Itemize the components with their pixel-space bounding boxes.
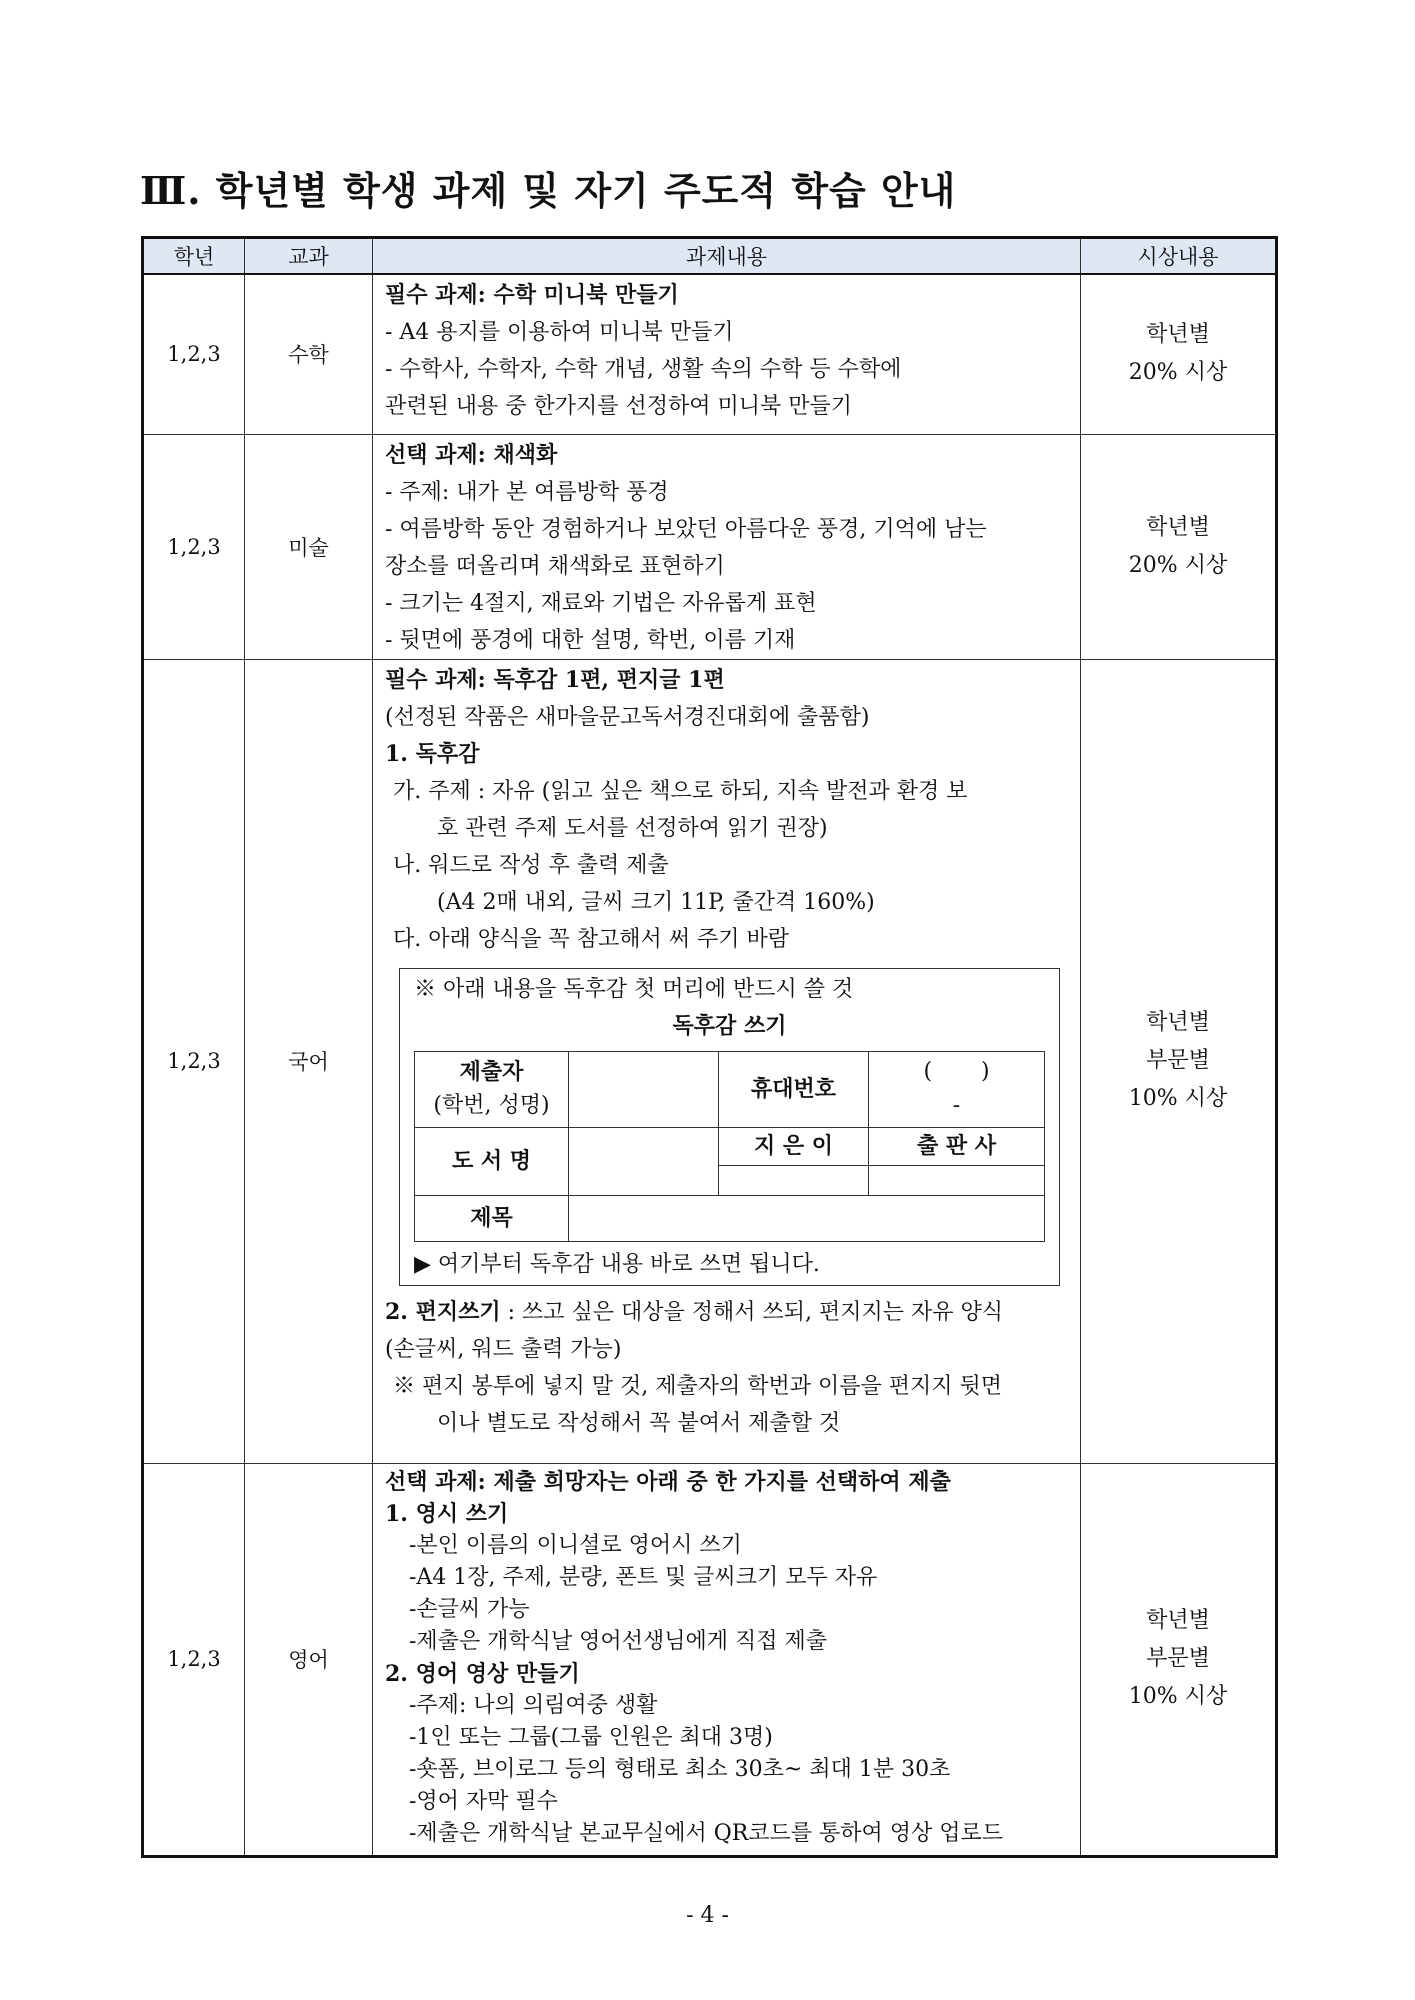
header-grade: 학년 — [143, 238, 245, 275]
task-line: -주제: 나의 의림여중 생활 — [409, 1692, 658, 1718]
content-cell — [373, 659, 1081, 1463]
table-row-art — [143, 434, 1277, 659]
section-heading: 2. 영어 영상 만들기 — [385, 1660, 580, 1687]
task-line: -A4 1장, 주제, 분량, 폰트 및 글씨크기 모두 자유 — [409, 1564, 878, 1590]
task-line: -손글씨 가능 — [409, 1596, 530, 1622]
award-line: 학년별 — [1146, 1608, 1210, 1633]
task-line: - 여름방학 동안 경험하거나 보았던 아름다운 풍경, 기억에 남는 — [385, 516, 987, 542]
table-row-math — [143, 274, 1277, 434]
task-heading: 필수 과제: 수학 미니북 만들기 — [385, 282, 679, 308]
award-line: 학년별 — [1146, 514, 1210, 540]
author-label: 지 은 이 — [719, 1127, 869, 1165]
task-line: -제출은 개학식날 본교무실에서 QR코드를 통하여 영상 업로드 — [409, 1820, 1004, 1846]
award-line: 부문별 — [1146, 1646, 1210, 1671]
letter-section — [385, 1294, 1070, 1331]
section-heading: 1. 독후감 — [385, 740, 480, 767]
submitter-value — [569, 1051, 719, 1127]
publisher-label: 출 판 사 — [869, 1127, 1045, 1165]
book-report-form — [414, 1051, 1045, 1242]
task-line: 장소를 떠올리며 채색화로 표현하기 — [385, 553, 725, 579]
page-number: - 4 - — [686, 1903, 729, 1928]
award-line: 학년별 — [1146, 322, 1210, 348]
submitter-label: 제출자 (학번, 성명) — [415, 1051, 569, 1127]
award-line: 10% 시상 — [1128, 1086, 1228, 1111]
author-value — [719, 1165, 869, 1195]
award-line: 10% 시상 — [1128, 1684, 1228, 1709]
task-line: - 뒷면에 풍경에 대한 설명, 학번, 이름 기재 — [385, 627, 796, 653]
book-report-form-box — [399, 968, 1060, 1286]
section-heading: 2. 편지쓰기 — [385, 1298, 501, 1325]
award-cell — [1081, 659, 1277, 1463]
task-heading: 선택 과제: 채색화 — [385, 441, 558, 468]
task-line: - 주제: 내가 본 여름방학 풍경 — [385, 479, 669, 505]
task-heading: 선택 과제: 제출 희망자는 아래 중 한 가지를 선택하여 제출 — [385, 1468, 951, 1495]
publisher-value — [869, 1165, 1045, 1195]
grade-cell: 1,2,3 — [143, 659, 245, 1463]
task-line: -숏폼, 브이로그 등의 형태로 최소 30초~ 최대 1분 30초 — [409, 1756, 951, 1782]
task-line: (A4 2매 내외, 글씨 크기 11P, 줄간격 160%) — [437, 889, 875, 915]
task-line: -영어 자막 필수 — [409, 1788, 558, 1814]
task-note: (선정된 작품은 새마을문고독서경진대회에 출품함) — [385, 704, 870, 730]
task-line: -본인 이름의 이니셜로 영어시 쓰기 — [409, 1532, 742, 1558]
submitter-sublabel: (학번, 성명) — [433, 1093, 550, 1118]
header-subject: 교과 — [245, 238, 373, 275]
award-cell — [1081, 1463, 1277, 1856]
award-line: 부문별 — [1146, 1048, 1210, 1073]
task-line: 다. 아래 양식을 꼭 참고해서 써 주기 바람 — [393, 926, 789, 952]
phone-dash: - — [952, 1093, 961, 1118]
task-line: (손글씨, 워드 출력 가능) — [385, 1336, 622, 1362]
report-subject-label: 제목 — [415, 1195, 569, 1241]
grade-cell: 1,2,3 — [143, 434, 245, 659]
task-line: -1인 또는 그룹(그룹 인원은 최대 3명) — [409, 1724, 773, 1750]
task-line: ※ 편지 봉투에 넣지 말 것, 제출자의 학번과 이름을 편지지 뒷면 — [393, 1373, 1002, 1399]
table-row-korean — [143, 659, 1277, 1463]
report-subject-value — [569, 1195, 1045, 1241]
table-header-row — [143, 238, 1277, 275]
book-title-value — [569, 1127, 719, 1195]
award-line: 20% 시상 — [1128, 552, 1228, 578]
task-line: - A4 용지를 이용하여 미니북 만들기 — [385, 320, 734, 345]
task-line: 가. 주제 : 자유 (읽고 싶은 책으로 하되, 지속 발전과 환경 보 — [393, 778, 968, 804]
phone-label: 휴대번호 — [719, 1051, 869, 1127]
page-title: Ⅲ. 학년별 학생 과제 및 자기 주도적 학습 안내 — [140, 168, 957, 213]
section-text: : 쓰고 싶은 대상을 정해서 쓰되, 편지지는 자유 양식 — [500, 1299, 1004, 1325]
task-line: 관련된 내용 중 한가지를 선정하여 미니북 만들기 — [385, 394, 853, 419]
task-line: - 수학사, 수학자, 수학 개념, 생활 속의 수학 등 수학에 — [385, 357, 902, 382]
subject-cell: 수학 — [245, 274, 373, 434]
assignment-table — [141, 236, 1278, 1858]
form-heading: 독후감 쓰기 — [672, 1012, 787, 1039]
form-note: ※ 아래 내용을 독후감 첫 머리에 반드시 쓸 것 — [414, 976, 854, 1002]
award-cell — [1081, 274, 1277, 434]
phone-value — [869, 1051, 1045, 1127]
subject-cell: 영어 — [245, 1463, 373, 1856]
subject-cell: 미술 — [245, 434, 373, 659]
award-cell — [1081, 434, 1277, 659]
table-row-english — [143, 1463, 1277, 1856]
subject-cell: 국어 — [245, 659, 373, 1463]
form-footer: ▶ 여기부터 독후감 내용 바로 쓰면 됩니다. — [414, 1251, 820, 1277]
content-cell — [373, 1463, 1081, 1856]
task-line: 나. 워드로 작성 후 출력 제출 — [393, 852, 669, 878]
header-award: 시상내용 — [1081, 238, 1277, 275]
phone-area-code: ( ) — [923, 1059, 990, 1084]
task-line: 호 관련 주제 도서를 선정하여 읽기 권장) — [437, 815, 828, 841]
grade-cell: 1,2,3 — [143, 274, 245, 434]
task-line: 이나 별도로 작성해서 꼭 붙여서 제출할 것 — [437, 1410, 841, 1436]
content-cell — [373, 434, 1081, 659]
award-line: 학년별 — [1146, 1010, 1210, 1035]
header-content: 과제내용 — [373, 238, 1081, 275]
task-line: - 크기는 4절지, 재료와 기법은 자유롭게 표현 — [385, 590, 817, 616]
grade-cell: 1,2,3 — [143, 1463, 245, 1856]
content-cell — [373, 274, 1081, 434]
book-title-label: 도 서 명 — [415, 1127, 569, 1195]
award-line: 20% 시상 — [1128, 360, 1228, 386]
task-line: -제출은 개학식날 영어선생님에게 직접 제출 — [409, 1628, 827, 1654]
task-heading: 필수 과제: 독후감 1편, 편지글 1편 — [385, 666, 725, 693]
section-heading: 1. 영시 쓰기 — [385, 1500, 509, 1527]
